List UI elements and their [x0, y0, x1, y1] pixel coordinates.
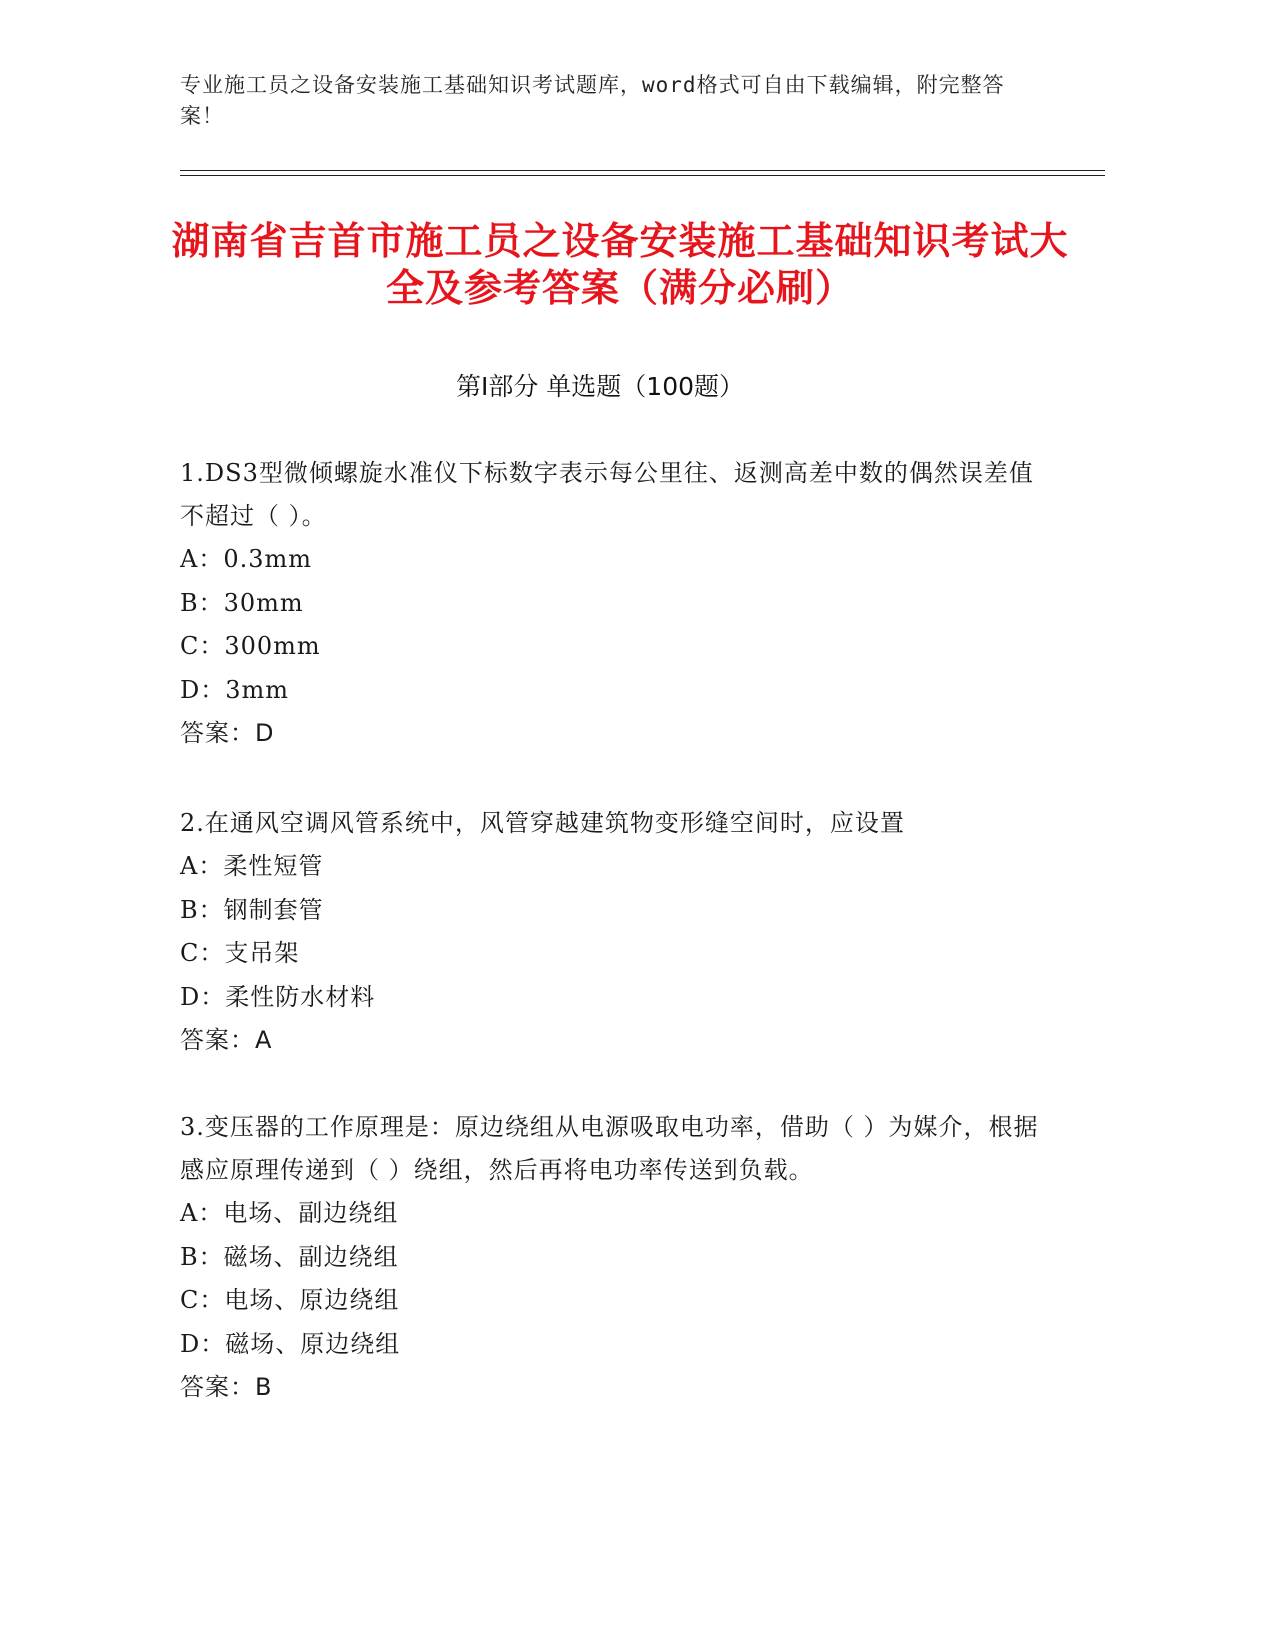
option-c: C：300mm	[180, 632, 321, 660]
option-a: A：0.3mm	[180, 545, 313, 573]
answer: 答案：D	[180, 719, 275, 747]
header-note: 专业施工员之设备安装施工基础知识考试题库，word格式可自由下载编辑，附完整答案！	[180, 73, 1005, 128]
option-a: A：柔性短管	[180, 852, 324, 880]
option-b: B：钢制套管	[180, 895, 324, 924]
option-c: C：支吊架	[180, 939, 300, 967]
header-divider-bottom	[180, 175, 1105, 176]
option-b: B：30mm	[180, 588, 304, 617]
question-block	[180, 802, 1050, 1062]
option-d: D：柔性防水材料	[180, 982, 376, 1011]
question-stem: 3.变压器的工作原理是：原边绕组从电源吸取电功率，借助（ ）为媒介，根据感应原理传递到（ ）绕组，然后再将电功率传送到负载。	[180, 1113, 1039, 1184]
option-c: C：电场、原边绕组	[180, 1286, 400, 1314]
question-block	[180, 1106, 1050, 1409]
question-block	[180, 452, 1050, 755]
answer: 答案：B	[180, 1373, 273, 1401]
option-a: A：电场、副边绕组	[180, 1199, 399, 1227]
header-divider-top	[180, 170, 1105, 171]
section-heading: 第I部分 单选题（100题）	[455, 372, 745, 401]
option-d: D：磁场、原边绕组	[180, 1329, 401, 1358]
document-title: 湖南省吉首市施工员之设备安装施工基础知识考试大全及参考答案（满分必刷）	[171, 219, 1069, 310]
option-d: D：3mm	[180, 675, 290, 704]
answer: 答案：A	[180, 1026, 273, 1054]
question-stem: 2.在通风空调风管系统中，风管穿越建筑物变形缝空间时，应设置	[180, 809, 905, 837]
question-stem: 1.DS3型微倾螺旋水准仪下标数字表示每公里往、返测高差中数的偶然误差值不超过（ ）。	[180, 459, 1034, 530]
option-b: B：磁场、副边绕组	[180, 1242, 399, 1271]
